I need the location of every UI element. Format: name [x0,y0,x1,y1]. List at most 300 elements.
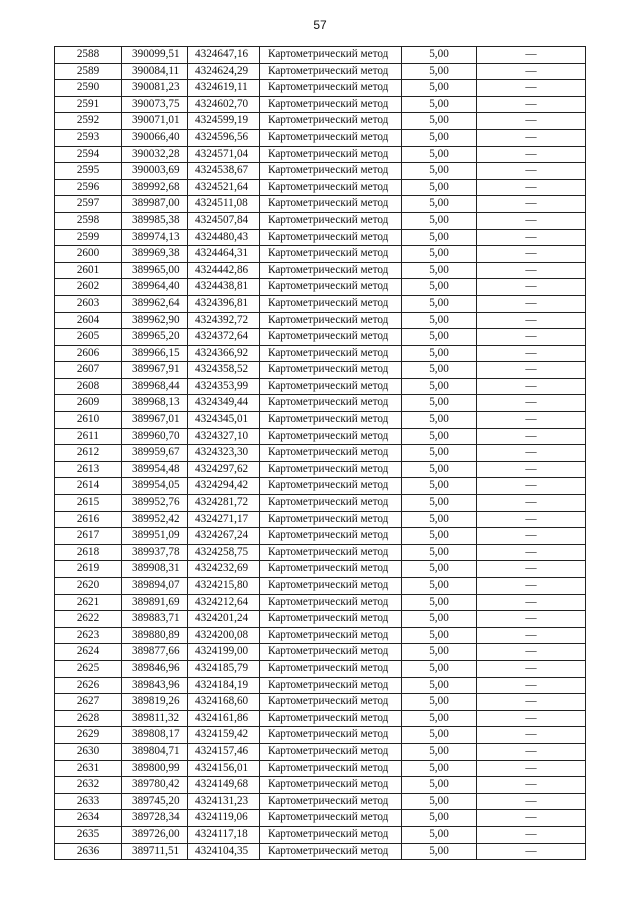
table-row [55,826,586,843]
y-coordinate-cell: 4324480,43 [188,229,260,246]
point-number-cell: 2601 [55,262,122,279]
point-number-cell: 2607 [55,362,122,379]
method-cell: Картометрический метод [260,378,402,395]
x-coordinate-cell: 389962,90 [122,312,188,329]
method-cell: Картометрический метод [260,677,402,694]
table-row [55,760,586,777]
method-cell: Картометрический метод [260,461,402,478]
accuracy-cell: 5,00 [402,196,477,213]
x-coordinate-cell: 389937,78 [122,544,188,561]
x-coordinate-cell: 389819,26 [122,694,188,711]
accuracy-cell: 5,00 [402,362,477,379]
point-number-cell: 2593 [55,129,122,146]
dash-cell: — [477,694,586,711]
accuracy-cell: 5,00 [402,229,477,246]
table-row [55,329,586,346]
x-coordinate-cell: 389992,68 [122,179,188,196]
dash-cell: — [477,312,586,329]
x-coordinate-cell: 389974,13 [122,229,188,246]
x-coordinate-cell: 389969,38 [122,246,188,263]
dash-cell: — [477,760,586,777]
dash-cell: — [477,47,586,64]
table-row [55,627,586,644]
y-coordinate-cell: 4324215,80 [188,578,260,595]
accuracy-cell: 5,00 [402,113,477,130]
method-cell: Картометрический метод [260,212,402,229]
method-cell: Картометрический метод [260,80,402,97]
accuracy-cell: 5,00 [402,395,477,412]
x-coordinate-cell: 389951,09 [122,528,188,545]
y-coordinate-cell: 4324294,42 [188,478,260,495]
x-coordinate-cell: 389960,70 [122,428,188,445]
method-cell: Картометрический метод [260,743,402,760]
table-row [55,445,586,462]
y-coordinate-cell: 4324596,56 [188,129,260,146]
table-row [55,179,586,196]
method-cell: Картометрический метод [260,793,402,810]
accuracy-cell: 5,00 [402,578,477,595]
y-coordinate-cell: 4324438,81 [188,279,260,296]
point-number-cell: 2626 [55,677,122,694]
x-coordinate-cell: 389800,99 [122,760,188,777]
accuracy-cell: 5,00 [402,445,477,462]
method-cell: Картометрический метод [260,179,402,196]
table-row [55,312,586,329]
method-cell: Картометрический метод [260,611,402,628]
y-coordinate-cell: 4324345,01 [188,412,260,429]
y-coordinate-cell: 4324602,70 [188,96,260,113]
x-coordinate-cell: 389728,34 [122,810,188,827]
method-cell: Картометрический метод [260,329,402,346]
accuracy-cell: 5,00 [402,561,477,578]
dash-cell: — [477,179,586,196]
accuracy-cell: 5,00 [402,279,477,296]
y-coordinate-cell: 4324599,19 [188,113,260,130]
dash-cell: — [477,279,586,296]
dash-cell: — [477,196,586,213]
table-row [55,660,586,677]
accuracy-cell: 5,00 [402,329,477,346]
x-coordinate-cell: 390071,01 [122,113,188,130]
accuracy-cell: 5,00 [402,644,477,661]
dash-cell: — [477,727,586,744]
x-coordinate-cell: 389745,20 [122,793,188,810]
y-coordinate-cell: 4324538,67 [188,163,260,180]
method-cell: Картометрический метод [260,47,402,64]
point-number-cell: 2633 [55,793,122,810]
x-coordinate-cell: 389846,96 [122,660,188,677]
dash-cell: — [477,163,586,180]
x-coordinate-cell: 389808,17 [122,727,188,744]
point-number-cell: 2613 [55,461,122,478]
x-coordinate-cell: 389965,20 [122,329,188,346]
y-coordinate-cell: 4324366,92 [188,345,260,362]
y-coordinate-cell: 4324647,16 [188,47,260,64]
accuracy-cell: 5,00 [402,660,477,677]
y-coordinate-cell: 4324156,01 [188,760,260,777]
table-row [55,246,586,263]
point-number-cell: 2606 [55,345,122,362]
point-number-cell: 2620 [55,578,122,595]
accuracy-cell: 5,00 [402,378,477,395]
dash-cell: — [477,743,586,760]
table-row [55,163,586,180]
dash-cell: — [477,611,586,628]
accuracy-cell: 5,00 [402,777,477,794]
point-number-cell: 2612 [55,445,122,462]
x-coordinate-cell: 389959,67 [122,445,188,462]
table-row [55,611,586,628]
x-coordinate-cell: 389726,00 [122,826,188,843]
dash-cell: — [477,113,586,130]
point-number-cell: 2625 [55,660,122,677]
point-number-cell: 2619 [55,561,122,578]
x-coordinate-cell: 389883,71 [122,611,188,628]
table-row [55,212,586,229]
x-coordinate-cell: 389968,13 [122,395,188,412]
table-row [55,810,586,827]
accuracy-cell: 5,00 [402,63,477,80]
dash-cell: — [477,229,586,246]
x-coordinate-cell: 390099,51 [122,47,188,64]
method-cell: Картометрический метод [260,312,402,329]
x-coordinate-cell: 389954,05 [122,478,188,495]
x-coordinate-cell: 389891,69 [122,594,188,611]
dash-cell: — [477,461,586,478]
accuracy-cell: 5,00 [402,495,477,512]
dash-cell: — [477,644,586,661]
dash-cell: — [477,80,586,97]
table-row [55,561,586,578]
point-number-cell: 2614 [55,478,122,495]
table-row [55,727,586,744]
accuracy-cell: 5,00 [402,677,477,694]
method-cell: Картометрический метод [260,578,402,595]
x-coordinate-cell: 389966,15 [122,345,188,362]
point-number-cell: 2590 [55,80,122,97]
accuracy-cell: 5,00 [402,129,477,146]
method-cell: Картометрический метод [260,146,402,163]
method-cell: Картометрический метод [260,694,402,711]
table-row [55,677,586,694]
accuracy-cell: 5,00 [402,594,477,611]
point-number-cell: 2608 [55,378,122,395]
point-number-cell: 2598 [55,212,122,229]
table-row [55,378,586,395]
x-coordinate-cell: 390003,69 [122,163,188,180]
point-number-cell: 2611 [55,428,122,445]
method-cell: Картометрический метод [260,362,402,379]
x-coordinate-cell: 389711,51 [122,843,188,860]
dash-cell: — [477,262,586,279]
dash-cell: — [477,96,586,113]
table-row [55,843,586,860]
y-coordinate-cell: 4324271,17 [188,511,260,528]
table-row [55,495,586,512]
table-row [55,295,586,312]
accuracy-cell: 5,00 [402,478,477,495]
table-row [55,710,586,727]
dash-cell: — [477,578,586,595]
table-row [55,793,586,810]
method-cell: Картометрический метод [260,163,402,180]
y-coordinate-cell: 4324358,52 [188,362,260,379]
table-row [55,146,586,163]
dash-cell: — [477,212,586,229]
accuracy-cell: 5,00 [402,461,477,478]
dash-cell: — [477,362,586,379]
method-cell: Картометрический метод [260,229,402,246]
y-coordinate-cell: 4324258,75 [188,544,260,561]
point-number-cell: 2636 [55,843,122,860]
point-number-cell: 2603 [55,295,122,312]
point-number-cell: 2600 [55,246,122,263]
method-cell: Картометрический метод [260,777,402,794]
x-coordinate-cell: 389968,44 [122,378,188,395]
table-row [55,594,586,611]
y-coordinate-cell: 4324117,18 [188,826,260,843]
method-cell: Картометрический метод [260,495,402,512]
method-cell: Картометрический метод [260,262,402,279]
table-row [55,694,586,711]
y-coordinate-cell: 4324104,35 [188,843,260,860]
accuracy-cell: 5,00 [402,793,477,810]
y-coordinate-cell: 4324442,86 [188,262,260,279]
y-coordinate-cell: 4324119,06 [188,810,260,827]
dash-cell: — [477,412,586,429]
accuracy-cell: 5,00 [402,146,477,163]
coordinates-table-body [55,47,586,860]
accuracy-cell: 5,00 [402,826,477,843]
method-cell: Картометрический метод [260,511,402,528]
method-cell: Картометрический метод [260,644,402,661]
y-coordinate-cell: 4324571,04 [188,146,260,163]
dash-cell: — [477,810,586,827]
y-coordinate-cell: 4324168,60 [188,694,260,711]
method-cell: Картометрический метод [260,113,402,130]
y-coordinate-cell: 4324184,19 [188,677,260,694]
x-coordinate-cell: 389880,89 [122,627,188,644]
table-row [55,478,586,495]
accuracy-cell: 5,00 [402,246,477,263]
point-number-cell: 2597 [55,196,122,213]
table-row [55,129,586,146]
point-number-cell: 2630 [55,743,122,760]
y-coordinate-cell: 4324511,08 [188,196,260,213]
y-coordinate-cell: 4324396,81 [188,295,260,312]
x-coordinate-cell: 389967,01 [122,412,188,429]
dash-cell: — [477,63,586,80]
dash-cell: — [477,129,586,146]
x-coordinate-cell: 389952,42 [122,511,188,528]
y-coordinate-cell: 4324349,44 [188,395,260,412]
point-number-cell: 2595 [55,163,122,180]
y-coordinate-cell: 4324323,30 [188,445,260,462]
accuracy-cell: 5,00 [402,760,477,777]
table-row [55,395,586,412]
point-number-cell: 2589 [55,63,122,80]
accuracy-cell: 5,00 [402,295,477,312]
accuracy-cell: 5,00 [402,96,477,113]
accuracy-cell: 5,00 [402,810,477,827]
dash-cell: — [477,561,586,578]
x-coordinate-cell: 389987,00 [122,196,188,213]
method-cell: Картометрический метод [260,727,402,744]
accuracy-cell: 5,00 [402,743,477,760]
x-coordinate-cell: 390084,11 [122,63,188,80]
table-row [55,345,586,362]
method-cell: Картометрический метод [260,96,402,113]
dash-cell: — [477,246,586,263]
y-coordinate-cell: 4324392,72 [188,312,260,329]
dash-cell: — [477,777,586,794]
method-cell: Картометрический метод [260,428,402,445]
x-coordinate-cell: 389780,42 [122,777,188,794]
y-coordinate-cell: 4324372,64 [188,329,260,346]
dash-cell: — [477,478,586,495]
table-row [55,544,586,561]
y-coordinate-cell: 4324157,46 [188,743,260,760]
accuracy-cell: 5,00 [402,544,477,561]
dash-cell: — [477,826,586,843]
point-number-cell: 2627 [55,694,122,711]
accuracy-cell: 5,00 [402,727,477,744]
dash-cell: — [477,627,586,644]
y-coordinate-cell: 4324149,68 [188,777,260,794]
dash-cell: — [477,378,586,395]
y-coordinate-cell: 4324507,84 [188,212,260,229]
accuracy-cell: 5,00 [402,312,477,329]
method-cell: Картометрический метод [260,63,402,80]
dash-cell: — [477,511,586,528]
y-coordinate-cell: 4324619,11 [188,80,260,97]
accuracy-cell: 5,00 [402,611,477,628]
method-cell: Картометрический метод [260,345,402,362]
table-row [55,96,586,113]
method-cell: Картометрический метод [260,660,402,677]
x-coordinate-cell: 389877,66 [122,644,188,661]
y-coordinate-cell: 4324267,24 [188,528,260,545]
method-cell: Картометрический метод [260,528,402,545]
table-row [55,412,586,429]
accuracy-cell: 5,00 [402,428,477,445]
table-row [55,511,586,528]
table-row [55,47,586,64]
dash-cell: — [477,395,586,412]
point-number-cell: 2610 [55,412,122,429]
x-coordinate-cell: 390066,40 [122,129,188,146]
x-coordinate-cell: 389804,71 [122,743,188,760]
y-coordinate-cell: 4324159,42 [188,727,260,744]
accuracy-cell: 5,00 [402,710,477,727]
x-coordinate-cell: 390081,23 [122,80,188,97]
accuracy-cell: 5,00 [402,163,477,180]
x-coordinate-cell: 389908,31 [122,561,188,578]
dash-cell: — [477,544,586,561]
x-coordinate-cell: 389962,64 [122,295,188,312]
page-number: 57 [313,18,327,32]
x-coordinate-cell: 389985,38 [122,212,188,229]
accuracy-cell: 5,00 [402,262,477,279]
point-number-cell: 2616 [55,511,122,528]
y-coordinate-cell: 4324199,00 [188,644,260,661]
dash-cell: — [477,445,586,462]
dash-cell: — [477,428,586,445]
x-coordinate-cell: 389952,76 [122,495,188,512]
y-coordinate-cell: 4324327,10 [188,428,260,445]
table-row [55,461,586,478]
point-number-cell: 2634 [55,810,122,827]
table-row [55,777,586,794]
accuracy-cell: 5,00 [402,179,477,196]
x-coordinate-cell: 389843,96 [122,677,188,694]
table-row [55,279,586,296]
point-number-cell: 2618 [55,544,122,561]
y-coordinate-cell: 4324201,24 [188,611,260,628]
point-number-cell: 2617 [55,528,122,545]
point-number-cell: 2635 [55,826,122,843]
x-coordinate-cell: 389894,07 [122,578,188,595]
dash-cell: — [477,793,586,810]
point-number-cell: 2623 [55,627,122,644]
accuracy-cell: 5,00 [402,843,477,860]
point-number-cell: 2594 [55,146,122,163]
table-row [55,113,586,130]
y-coordinate-cell: 4324232,69 [188,561,260,578]
x-coordinate-cell: 389967,91 [122,362,188,379]
point-number-cell: 2592 [55,113,122,130]
accuracy-cell: 5,00 [402,80,477,97]
table-row [55,578,586,595]
method-cell: Картометрический метод [260,395,402,412]
dash-cell: — [477,345,586,362]
point-number-cell: 2588 [55,47,122,64]
y-coordinate-cell: 4324297,62 [188,461,260,478]
method-cell: Картометрический метод [260,412,402,429]
point-number-cell: 2605 [55,329,122,346]
dash-cell: — [477,660,586,677]
y-coordinate-cell: 4324464,31 [188,246,260,263]
dash-cell: — [477,594,586,611]
point-number-cell: 2609 [55,395,122,412]
method-cell: Картометрический метод [260,196,402,213]
accuracy-cell: 5,00 [402,345,477,362]
method-cell: Картометрический метод [260,295,402,312]
point-number-cell: 2596 [55,179,122,196]
dash-cell: — [477,528,586,545]
y-coordinate-cell: 4324212,64 [188,594,260,611]
y-coordinate-cell: 4324161,86 [188,710,260,727]
y-coordinate-cell: 4324185,79 [188,660,260,677]
y-coordinate-cell: 4324353,99 [188,378,260,395]
dash-cell: — [477,329,586,346]
point-number-cell: 2628 [55,710,122,727]
accuracy-cell: 5,00 [402,694,477,711]
x-coordinate-cell: 390032,28 [122,146,188,163]
table-row [55,80,586,97]
method-cell: Картометрический метод [260,129,402,146]
table-row [55,362,586,379]
accuracy-cell: 5,00 [402,212,477,229]
table-row [55,229,586,246]
method-cell: Картометрический метод [260,246,402,263]
dash-cell: — [477,710,586,727]
x-coordinate-cell: 390073,75 [122,96,188,113]
x-coordinate-cell: 389964,40 [122,279,188,296]
accuracy-cell: 5,00 [402,627,477,644]
table-row [55,528,586,545]
y-coordinate-cell: 4324200,08 [188,627,260,644]
